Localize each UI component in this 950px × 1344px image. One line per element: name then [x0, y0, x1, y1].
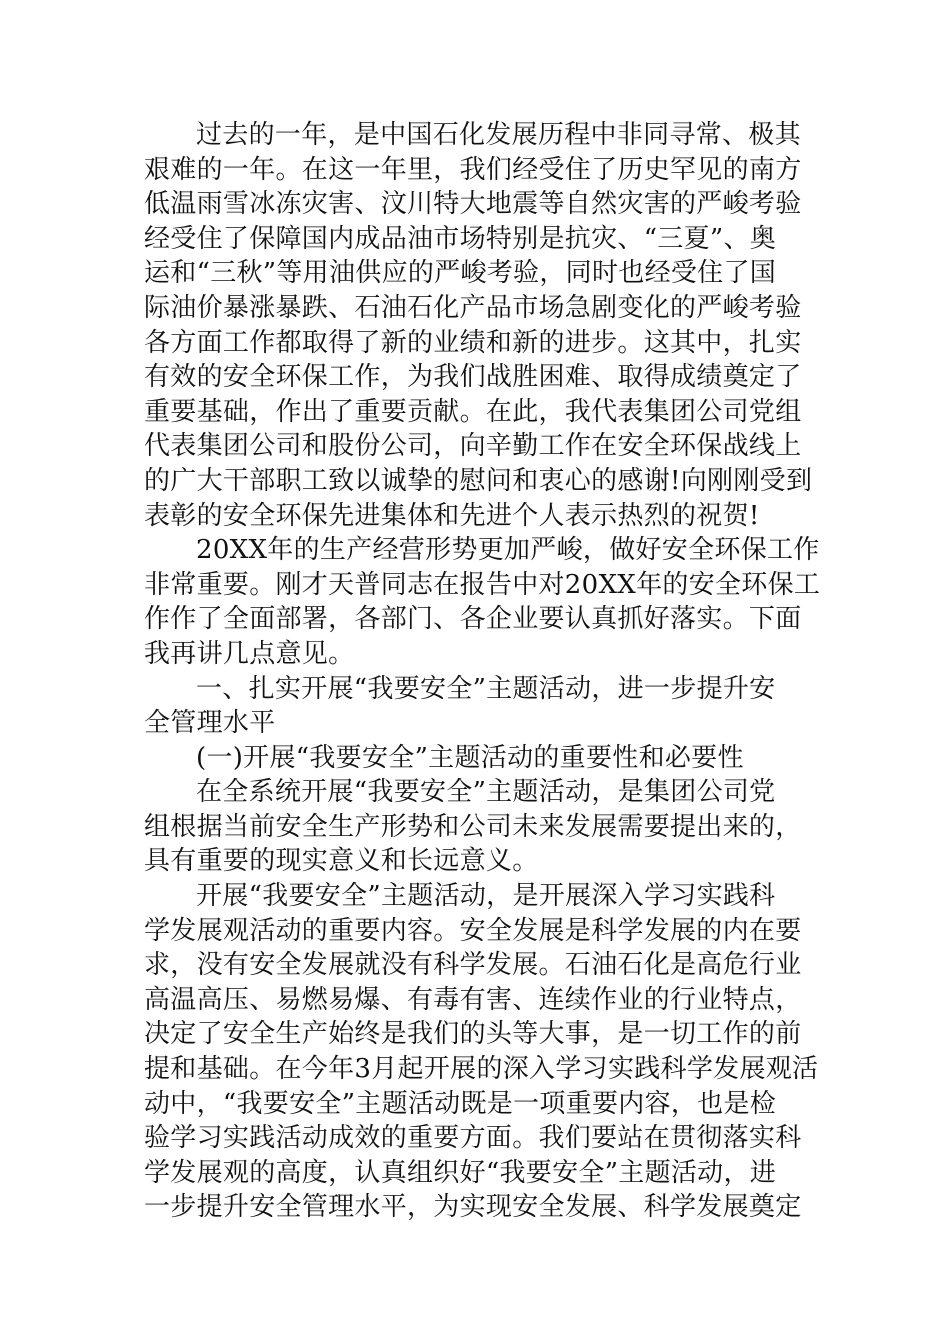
- paragraph-line: 代表集团公司和股份公司，向辛勤工作在安全环保战线上: [144, 431, 802, 462]
- paragraph-line: 组根据当前安全生产形势和公司未来发展需要提出来的，: [144, 811, 802, 842]
- paragraph-line: 艰难的一年。在这一年里，我们经受住了历史罕见的南方: [144, 154, 802, 185]
- paragraph-line: 决定了安全生产始终是我们的头等大事，是一切工作的前: [144, 1019, 802, 1050]
- paragraph-line: 我再讲几点意见。: [144, 638, 355, 669]
- paragraph-line: 求，没有安全发展就没有科学发展。石油石化是高危行业: [144, 950, 802, 981]
- paragraph-line: 学发展观的高度，认真组织好“我要安全”主题活动，进: [144, 1157, 777, 1188]
- paragraph-line: 高温高压、易燃易爆、有毒有害、连续作业的行业特点，: [144, 984, 802, 1015]
- paragraph-line: 运和“三秋”等用油供应的严峻考验，同时也经受住了国: [144, 258, 777, 289]
- paragraph-line: 各方面工作都取得了新的业绩和新的进步。这其中，扎实: [144, 327, 802, 358]
- paragraph-line: 表彰的安全环保先进集体和先进个人表示热烈的祝贺!: [144, 500, 760, 531]
- section-heading-line: 一、扎实开展“我要安全”主题活动，进一步提升安: [196, 673, 776, 704]
- paragraph-line: 过去的一年，是中国石化发展历程中非同寻常、极其: [196, 120, 801, 150]
- paragraph-line: 动中，“我要安全”主题活动既是一项重要内容，也是检: [144, 1088, 777, 1119]
- document-body: [144, 118, 821, 1225]
- paragraph-line: 提和基础。在今年3月起开展的深入学习实践科学发展观活: [144, 1054, 819, 1085]
- paragraph-line: 经受住了保障国内成品油市场特别是抗灾、“三夏”、奥: [144, 223, 777, 254]
- paragraph-line: 20XX年的生产经营形势更加严峻，做好安全环保工作: [196, 535, 820, 566]
- paragraph-line: 际油价暴涨暴跌、石油石化产品市场急剧变化的严峻考验: [144, 292, 802, 323]
- paragraph-line: 的广大干部职工致以诚挚的慰问和衷心的感谢!向刚刚受到: [144, 465, 813, 496]
- paragraph-line: 验学习实践活动成效的重要方面。我们要站在贯彻落实科: [144, 1123, 802, 1154]
- section-heading-line: 全管理水平: [144, 708, 276, 739]
- paragraph-line: 有效的安全环保工作，为我们战胜困难、取得成绩奠定了: [144, 362, 802, 393]
- paragraph-line: 作作了全面部署，各部门、各企业要认真抓好落实。下面: [144, 604, 802, 635]
- paragraph-line: 重要基础，作出了重要贡献。在此，我代表集团公司党组: [144, 396, 802, 427]
- subsection-heading: (一)开展“我要安全”主题活动的重要性和必要性: [196, 742, 744, 773]
- paragraph-line: 具有重要的现实意义和长远意义。: [144, 846, 539, 877]
- paragraph-line: 一步提升安全管理水平，为实现安全发展、科学发展奠定: [144, 1192, 802, 1223]
- paragraph-line: 非常重要。刚才天普同志在报告中对20XX年的安全环保工: [144, 569, 821, 600]
- paragraph-line: 在全系统开展“我要安全”主题活动，是集团公司党: [196, 777, 776, 808]
- paragraph-line: 开展“我要安全”主题活动，是开展深入学习实践科: [196, 881, 776, 912]
- paragraph-line: 学发展观活动的重要内容。安全发展是科学发展的内在要: [144, 915, 802, 946]
- paragraph-line: 低温雨雪冰冻灾害、汶川特大地震等自然灾害的严峻考验: [144, 189, 802, 220]
